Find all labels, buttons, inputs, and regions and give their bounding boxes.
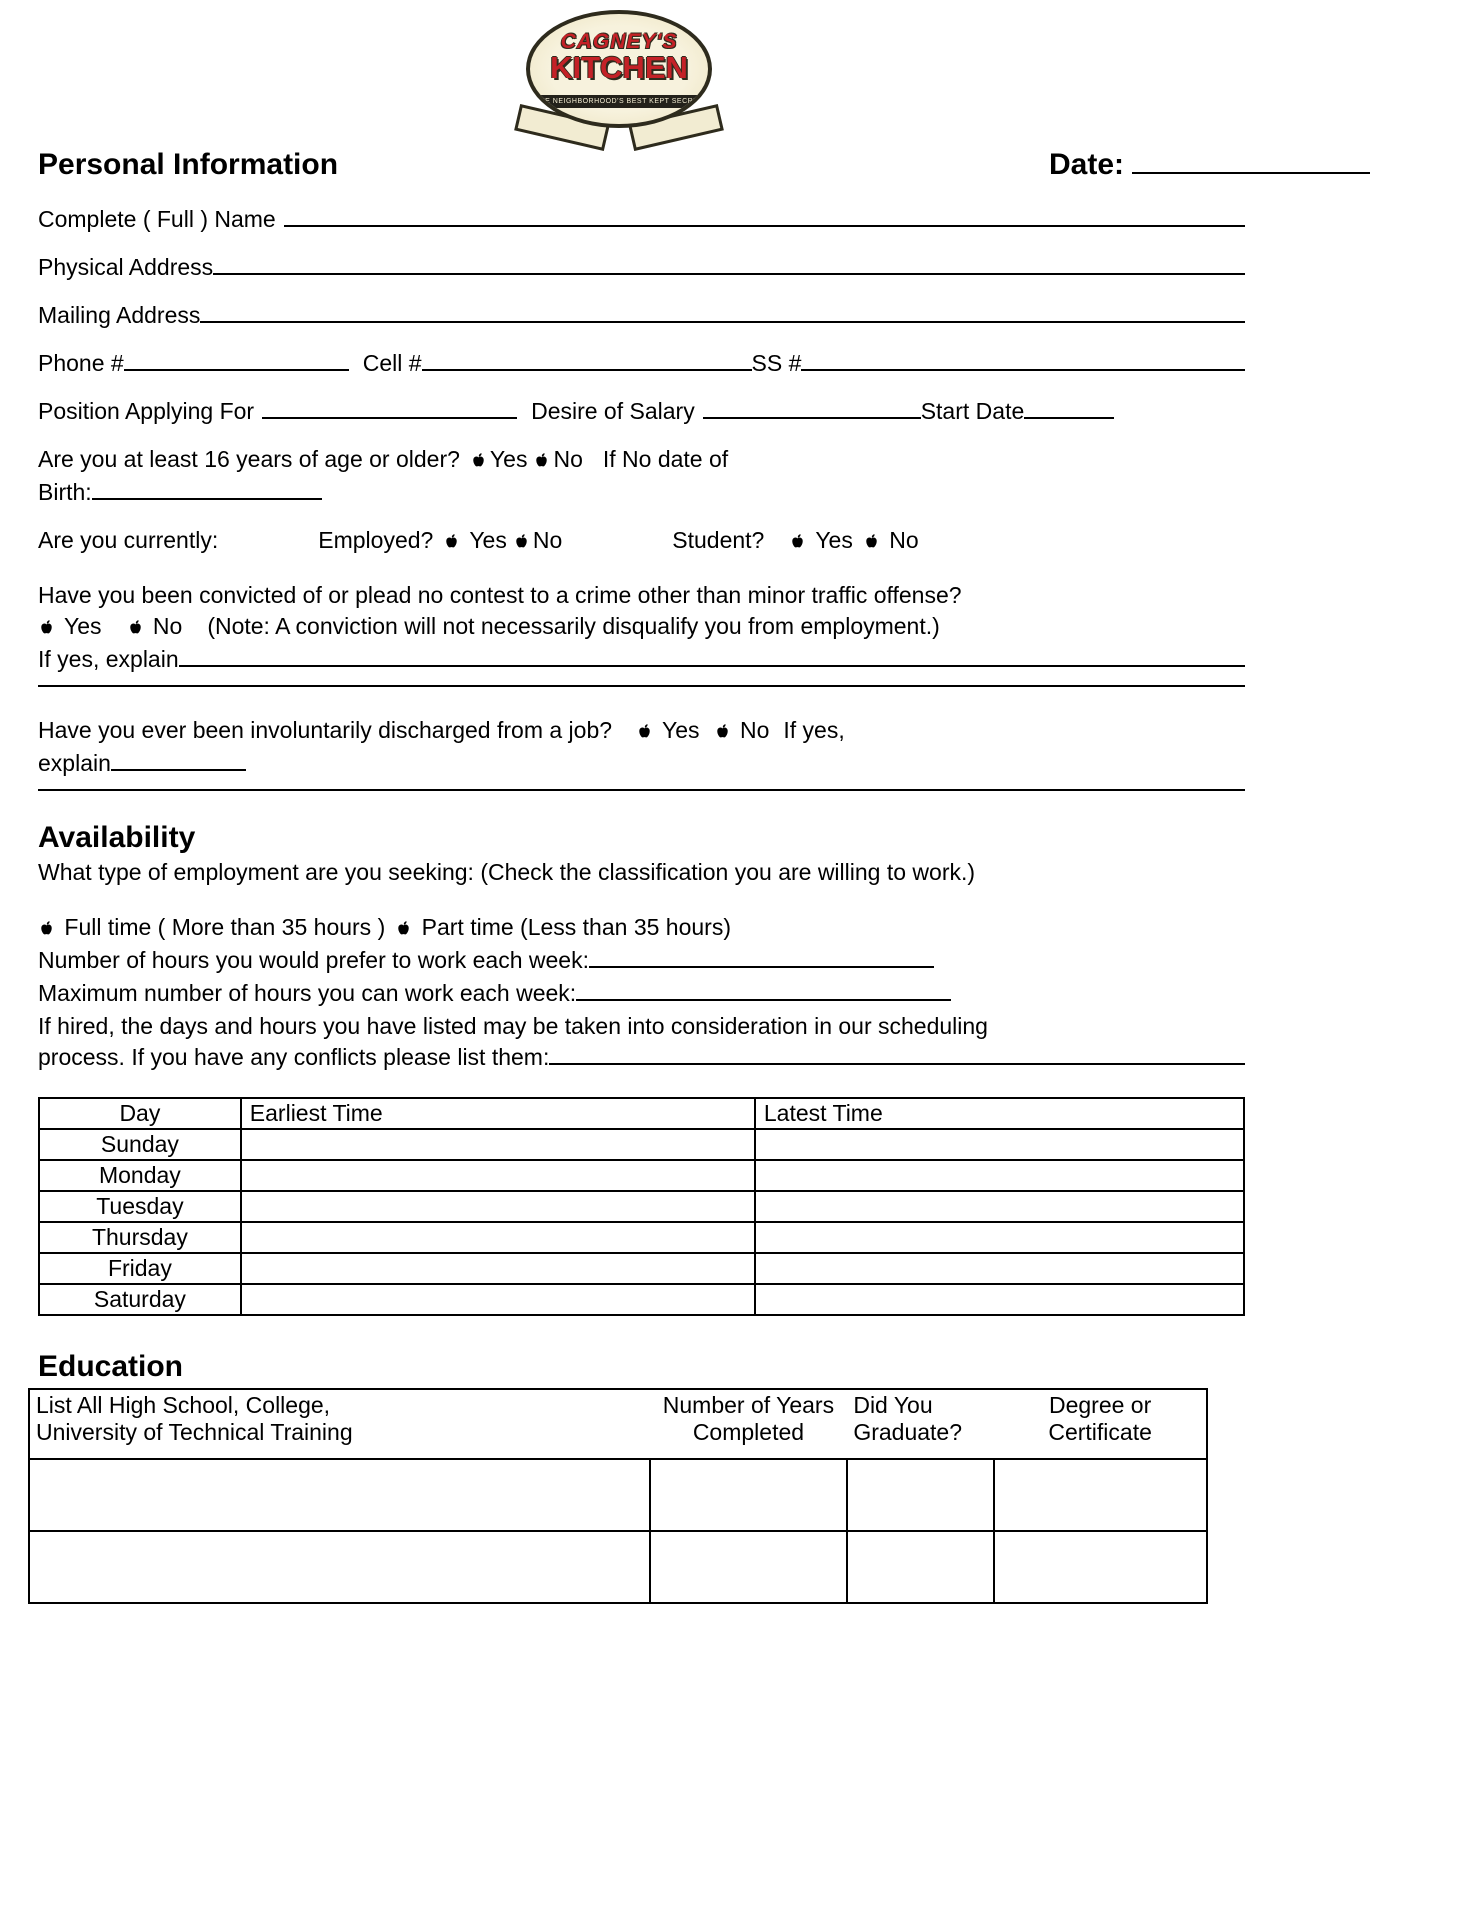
convicted-question: Have you been convicted of or plead no contest to a crime other than minor traffic offense? (38, 582, 962, 608)
currently-label: Are you currently: (38, 527, 219, 553)
ss-label: SS # (751, 350, 802, 376)
years-completed-cell[interactable] (650, 1531, 848, 1603)
conviction-explain-input-line[interactable] (179, 649, 1245, 667)
position-label: Position Applying For (38, 398, 255, 424)
yes-label: Yes (63, 613, 102, 639)
convicted-no-option[interactable] (127, 613, 183, 640)
student-yes-option[interactable] (789, 527, 853, 554)
availability-row-thursday (39, 1222, 1244, 1253)
graduate-header-line2: Graduate? (853, 1419, 963, 1445)
latest-time-cell[interactable] (755, 1222, 1244, 1253)
availability-header-row (39, 1098, 1244, 1129)
if-yes-label: If yes, (783, 717, 845, 743)
degree-header-line1: Degree or (1048, 1392, 1152, 1418)
yes-label: Yes (815, 527, 853, 553)
day-label: Sunday (39, 1129, 241, 1160)
graduate-column-header (847, 1389, 994, 1459)
convicted-yes-option[interactable] (38, 613, 102, 640)
explain-label: explain (38, 750, 111, 776)
mailing-address-label: Mailing Address (38, 302, 201, 328)
mailing-address-row (38, 302, 1245, 329)
day-label: Tuesday (39, 1191, 241, 1222)
logo-tagline: THE NEIGHBORHOOD'S BEST KEPT SECRET (526, 95, 712, 108)
latest-time-cell[interactable] (755, 1284, 1244, 1315)
full-name-row (38, 206, 1245, 233)
discharge-explain-input-line-2[interactable] (38, 787, 1245, 791)
years-header-line1: Number of Years (662, 1392, 835, 1418)
earliest-time-column-header: Earliest Time (241, 1098, 755, 1129)
day-label: Friday (39, 1253, 241, 1284)
latest-time-cell[interactable] (755, 1191, 1244, 1222)
education-entry-row (29, 1531, 1207, 1603)
education-header-row (29, 1389, 1207, 1459)
graduate-cell[interactable] (847, 1459, 994, 1531)
apple-icon (38, 618, 55, 637)
salary-input-line[interactable] (703, 401, 921, 419)
education-table (28, 1388, 1208, 1604)
availability-row-saturday (39, 1284, 1244, 1315)
years-header-line2: Completed (692, 1419, 805, 1445)
latest-time-cell[interactable] (755, 1160, 1244, 1191)
earliest-time-cell[interactable] (241, 1160, 755, 1191)
no-label: No (553, 446, 583, 472)
availability-row-tuesday (39, 1191, 1244, 1222)
apple-icon (533, 451, 550, 470)
full-time-label: Full time ( More than 35 hours ) (64, 914, 386, 940)
logo-ellipse (526, 10, 712, 128)
conviction-explain-row (38, 646, 1245, 673)
logo-brand-name: CAGNEY'S (560, 30, 678, 53)
section-personal-information: Personal Information (38, 148, 339, 181)
degree-column-header (994, 1389, 1207, 1459)
part-time-option[interactable] (385, 914, 731, 941)
date-label: Date: (1048, 148, 1124, 181)
discharge-explain-input-line[interactable] (111, 753, 246, 771)
age-yes-option[interactable] (460, 446, 528, 473)
yes-label: Yes (489, 446, 528, 472)
physical-address-input-line[interactable] (213, 257, 1245, 275)
apple-icon (38, 919, 55, 938)
apple-icon (863, 532, 880, 551)
ss-input-line[interactable] (801, 353, 1245, 371)
availability-row-monday (39, 1160, 1244, 1191)
day-label: Monday (39, 1160, 241, 1191)
salary-label: Desire of Salary (531, 398, 695, 424)
position-row (38, 398, 1245, 425)
student-label: Student? (672, 527, 765, 553)
form-header (38, 10, 1408, 182)
student-no-option[interactable] (853, 527, 919, 554)
convicted-options-row (38, 613, 1245, 640)
discharged-yes-option[interactable] (626, 717, 700, 744)
age-no-option[interactable] (527, 446, 582, 473)
discharged-question-row (38, 717, 1245, 744)
preferred-hours-row (38, 947, 1245, 974)
seeking-text: What type of employment are you seeking: (Check the classification you are willing to work.) (38, 859, 976, 885)
latest-time-cell[interactable] (755, 1253, 1244, 1284)
date-group (1049, 148, 1370, 182)
availability-section (38, 821, 1245, 1316)
day-column-header: Day (39, 1098, 241, 1129)
cell-input-line[interactable] (422, 353, 752, 371)
preferred-hours-label: Number of hours you would prefer to work each week: (38, 947, 589, 973)
physical-address-row (38, 254, 1245, 281)
max-hours-row (38, 980, 1245, 1007)
if-yes-explain-label: If yes, explain (38, 646, 179, 672)
conflicts-row (38, 1044, 1245, 1071)
discharge-explain-row (38, 750, 1245, 777)
degree-header-line2: Certificate (1048, 1419, 1152, 1445)
school-name-cell[interactable] (29, 1459, 650, 1531)
scheduling-text-line2: process. If you have any conflicts please list them: (38, 1044, 550, 1070)
employed-label: Employed? (318, 527, 434, 553)
no-label: No (739, 717, 770, 743)
logo-brand-word: KITCHEN (550, 50, 688, 85)
date-input-line[interactable] (1132, 156, 1370, 174)
graduate-header-line1: Did You (853, 1392, 933, 1418)
education-entry-row (29, 1459, 1207, 1531)
employment-type-row (38, 914, 1245, 941)
earliest-time-cell[interactable] (241, 1253, 755, 1284)
discharged-no-option[interactable] (714, 717, 770, 744)
latest-time-column-header: Latest Time (755, 1098, 1244, 1129)
availability-row-sunday (39, 1129, 1244, 1160)
yes-label: Yes (662, 717, 700, 743)
employed-no-option[interactable] (507, 527, 562, 554)
earliest-time-cell[interactable] (241, 1284, 755, 1315)
if-no-date-of-label: If No date of (602, 446, 729, 472)
employed-yes-option[interactable] (433, 527, 507, 554)
apple-icon (470, 451, 487, 470)
graduate-cell[interactable] (847, 1531, 994, 1603)
full-time-option[interactable] (38, 914, 385, 941)
phone-label: Phone # (38, 350, 124, 376)
degree-cell[interactable] (994, 1459, 1207, 1531)
no-label: No (152, 613, 183, 639)
cell-label: Cell # (362, 350, 422, 376)
earliest-time-cell[interactable] (241, 1191, 755, 1222)
max-hours-input-line[interactable] (576, 983, 951, 1001)
part-time-label: Part time (Less than 35 hours) (421, 914, 731, 940)
years-completed-column-header (650, 1389, 848, 1459)
apple-icon (636, 722, 653, 741)
full-name-label: Complete ( Full ) Name (38, 206, 276, 232)
physical-address-label: Physical Address (38, 254, 214, 280)
discharged-question-label: Have you ever been involuntarily discharged from a job? (38, 717, 613, 743)
no-label: No (532, 527, 563, 553)
age-question-label: Are you at least 16 years of age or older? (38, 446, 460, 472)
years-completed-cell[interactable] (650, 1459, 848, 1531)
latest-time-cell[interactable] (755, 1129, 1244, 1160)
earliest-time-cell[interactable] (241, 1222, 755, 1253)
education-section (38, 1350, 1245, 1604)
birth-date-input-line[interactable] (92, 482, 322, 500)
personal-information-section (38, 206, 1245, 791)
conviction-note: (Note: A conviction will not necessarily disqualify you from employment.) (207, 613, 940, 639)
schools-column-header (29, 1389, 650, 1459)
apple-icon (714, 722, 731, 741)
availability-table (38, 1097, 1245, 1316)
heading-row (38, 148, 1370, 182)
no-label: No (889, 527, 919, 553)
preferred-hours-input-line[interactable] (589, 950, 934, 968)
phone-input-line[interactable] (124, 353, 349, 371)
conflicts-input-line[interactable] (549, 1047, 1245, 1065)
age-question-row (38, 446, 1245, 473)
scheduling-text-line1: If hired, the days and hours you have listed may be taken into consideration in our scheduling (38, 1013, 988, 1039)
phone-row (38, 350, 1245, 377)
day-label: Saturday (39, 1284, 241, 1315)
full-name-input-line[interactable] (284, 209, 1245, 227)
schools-header-line1: List All High School, College, (36, 1392, 331, 1418)
birth-row (38, 479, 1245, 506)
earliest-time-cell[interactable] (241, 1129, 755, 1160)
max-hours-label: Maximum number of hours you can work each week: (38, 980, 577, 1006)
conviction-explain-input-line-2[interactable] (38, 683, 1245, 687)
position-input-line[interactable] (262, 401, 517, 419)
start-date-label: Start Date (920, 398, 1025, 424)
section-education: Education (38, 1350, 184, 1383)
currently-row (38, 527, 1245, 554)
apple-icon (395, 919, 412, 938)
birth-label: Birth: (38, 479, 92, 505)
apple-icon (789, 532, 806, 551)
schools-header-line2: University of Technical Training (36, 1419, 353, 1445)
apple-icon (443, 532, 460, 551)
school-name-cell[interactable] (29, 1531, 650, 1603)
availability-row-friday (39, 1253, 1244, 1284)
day-label: Thursday (39, 1222, 241, 1253)
start-date-input-line[interactable] (1024, 401, 1114, 419)
yes-label: Yes (469, 527, 507, 553)
section-availability: Availability (38, 821, 196, 854)
apple-icon (513, 532, 530, 551)
apple-icon (127, 618, 144, 637)
degree-cell[interactable] (994, 1531, 1207, 1603)
mailing-address-input-line[interactable] (200, 305, 1245, 323)
